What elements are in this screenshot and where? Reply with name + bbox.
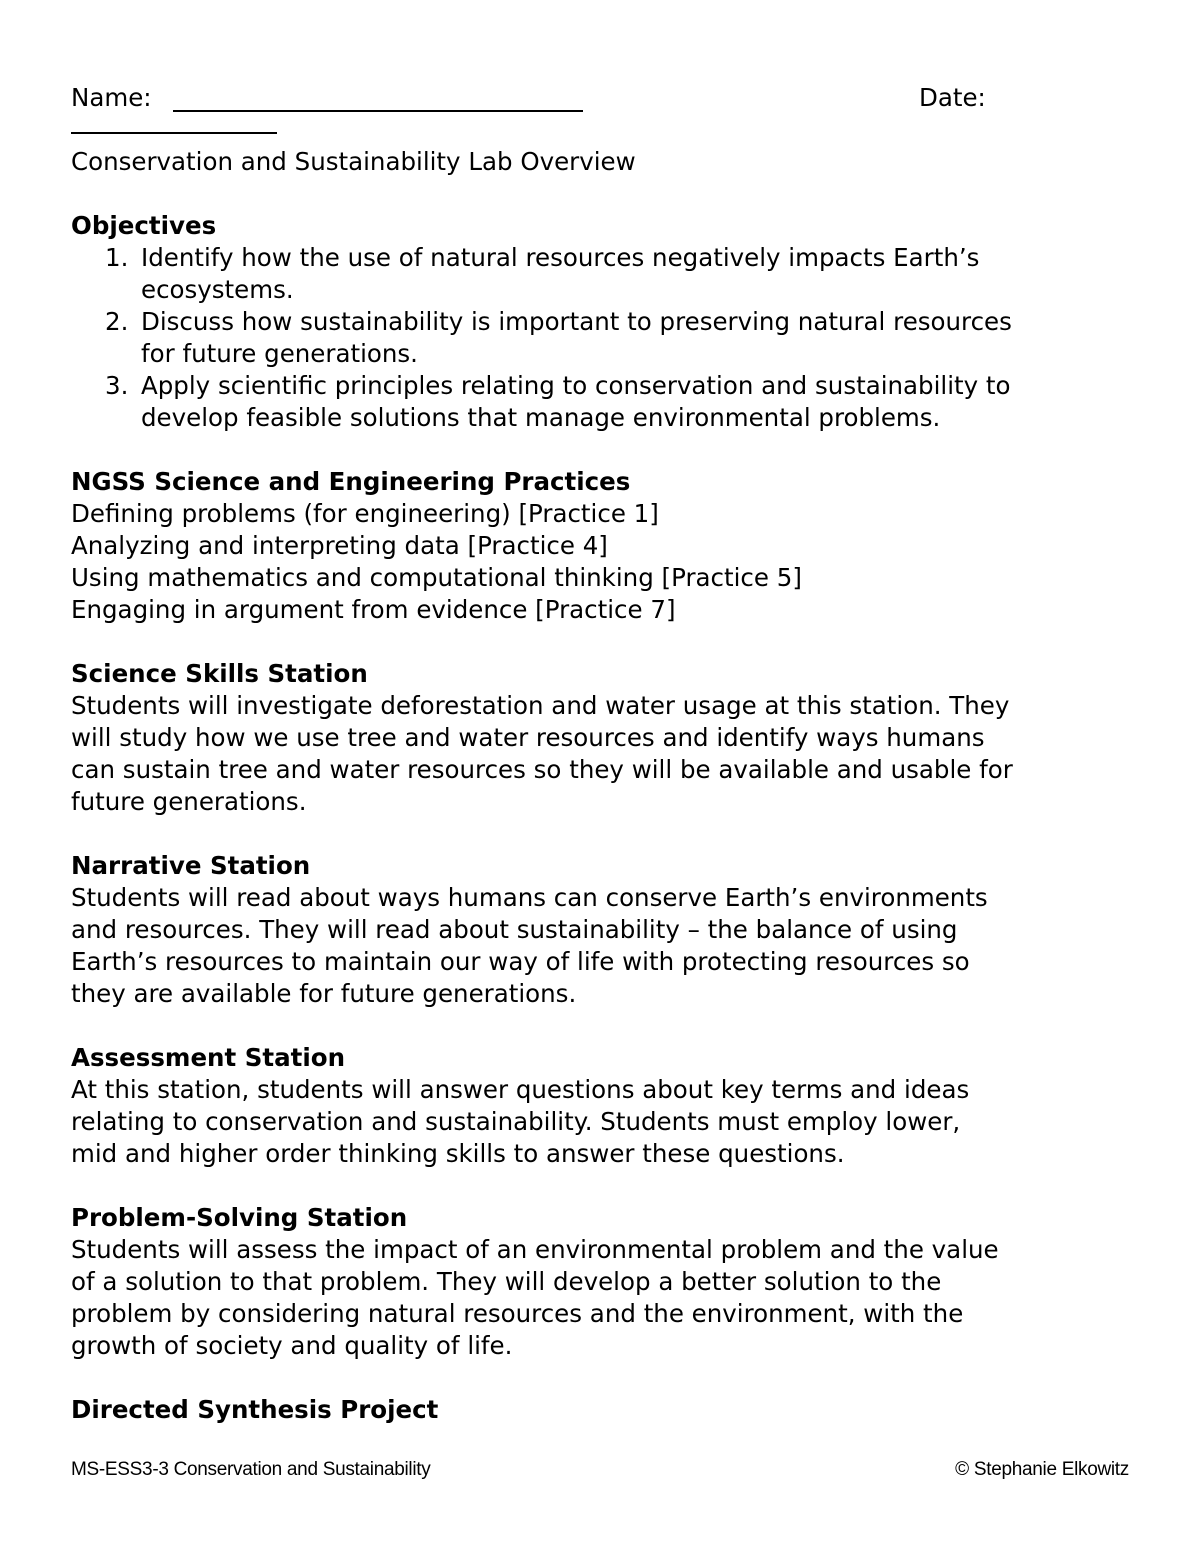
assessment-text — [71, 1074, 1141, 1170]
objectives-list — [71, 242, 1141, 434]
objective-item — [71, 370, 1141, 434]
objective-item — [71, 242, 1141, 306]
ngss-heading: NGSS Science and Engineering Practices — [71, 467, 631, 496]
paragraph-line: relating to conservation and sustainability. Students must employ lower, — [71, 1107, 961, 1136]
objective-number: 1. — [105, 243, 129, 272]
date-blank-line — [71, 132, 277, 134]
footer-copyright: © Stephanie Elkowitz — [955, 1459, 1129, 1480]
assessment-heading: Assessment Station — [71, 1043, 346, 1072]
paragraph-line: Earth’s resources to maintain our way of life with protecting resources so — [71, 947, 970, 976]
ngss-practice: Engaging in argument from evidence [Practice 7] — [71, 595, 676, 624]
science-skills-heading: Science Skills Station — [71, 659, 368, 688]
paragraph-line: they are available for future generations. — [71, 979, 577, 1008]
narrative-text — [71, 882, 1141, 1010]
name-label: Name: — [71, 83, 152, 112]
paragraph-line: will study how we use tree and water resources and identify ways humans — [71, 723, 985, 752]
paragraph-line: and resources. They will read about sustainability – the balance of using — [71, 915, 958, 944]
directed-synthesis-heading: Directed Synthesis Project — [71, 1395, 439, 1424]
paragraph-line: future generations. — [71, 787, 307, 816]
problem-solving-heading: Problem-Solving Station — [71, 1203, 408, 1232]
paragraph-line: mid and higher order thinking skills to answer these questions. — [71, 1139, 845, 1168]
objective-number: 2. — [105, 307, 129, 336]
paragraph-line: Students will assess the impact of an environmental problem and the value — [71, 1235, 999, 1264]
document-title: Conservation and Sustainability Lab Overview — [71, 147, 636, 176]
narrative-heading: Narrative Station — [71, 851, 311, 880]
objective-line: ecosystems. — [141, 275, 294, 304]
objective-line: for future generations. — [141, 339, 418, 368]
objective-line: Apply scientific principles relating to conservation and sustainability to — [141, 371, 1011, 400]
paragraph-line: Students will read about ways humans can conserve Earth’s environments — [71, 883, 988, 912]
objective-line: Identify how the use of natural resources negatively impacts Earth’s — [141, 243, 980, 272]
paragraph-line: growth of society and quality of life. — [71, 1331, 513, 1360]
objectives-heading: Objectives — [71, 211, 217, 240]
document-page — [71, 82, 1141, 1426]
objective-item — [71, 306, 1141, 370]
name-blank-line — [173, 110, 583, 112]
ngss-practice: Analyzing and interpreting data [Practice 4] — [71, 531, 608, 560]
footer-standard-label: MS-ESS3-3 Conservation and Sustainability — [71, 1459, 431, 1480]
problem-solving-text — [71, 1234, 1141, 1362]
paragraph-line: At this station, students will answer questions about key terms and ideas — [71, 1075, 970, 1104]
science-skills-text — [71, 690, 1141, 818]
objective-line: Discuss how sustainability is important to preserving natural resources — [141, 307, 1012, 336]
objective-number: 3. — [105, 371, 129, 400]
paragraph-line: Students will investigate deforestation and water usage at this station. They — [71, 691, 1010, 720]
paragraph-line: can sustain tree and water resources so they will be available and usable for — [71, 755, 1013, 784]
paragraph-line: problem by considering natural resources and the environment, with the — [71, 1299, 964, 1328]
name-date-row — [71, 82, 1141, 118]
ngss-practice: Defining problems (for engineering) [Practice 1] — [71, 499, 659, 528]
objective-line: develop feasible solutions that manage environmental problems. — [141, 403, 941, 432]
ngss-practice: Using mathematics and computational thinking [Practice 5] — [71, 563, 802, 592]
paragraph-line: of a solution to that problem. They will develop a better solution to the — [71, 1267, 942, 1296]
date-blank-row — [71, 118, 1141, 146]
date-label: Date: — [919, 83, 986, 112]
